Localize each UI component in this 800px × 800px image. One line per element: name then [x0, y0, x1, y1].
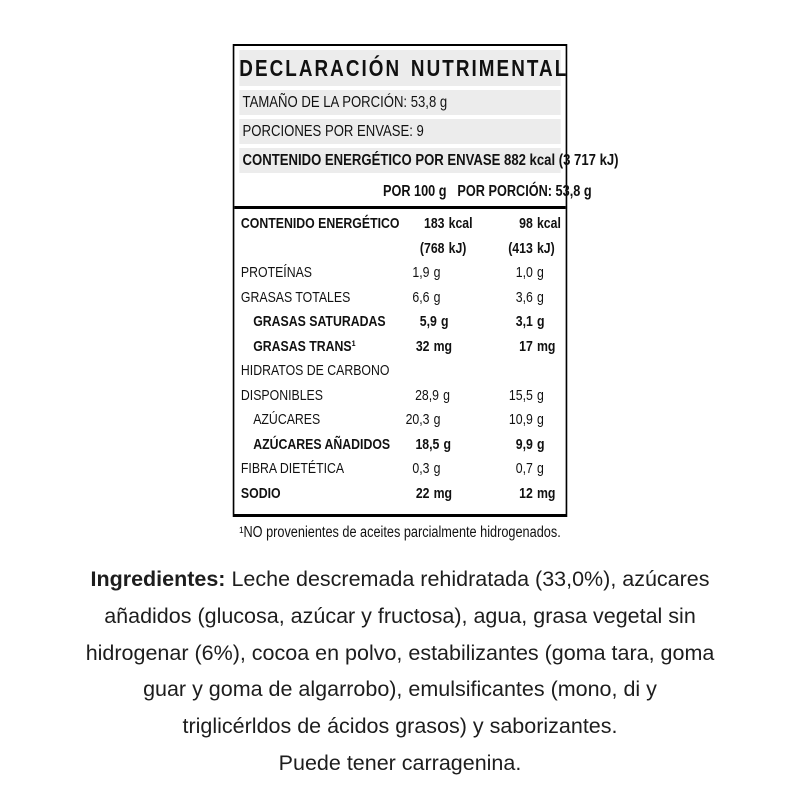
value-per-portion [457, 457, 560, 482]
row-fibra-dietetica [239, 457, 560, 482]
row-hidratos-de-carbono-disponibles [239, 359, 560, 408]
ingredients-line: triglicérldos de ácidos grasos) y saborizantes. [182, 714, 618, 739]
servings-per-package-line: PORCIONES POR ENVASE: 9 [239, 119, 560, 144]
nutrient-name: SODIO [240, 484, 281, 502]
value-unit: g [536, 288, 544, 306]
row-azucares [239, 408, 560, 433]
value-per-portion [472, 212, 560, 261]
nutrient-name [239, 359, 389, 408]
label-title: DECLARACIÓN NUTRIMENTAL [239, 50, 560, 86]
value-number: 15,5 [508, 386, 533, 404]
value-number: 18,5 [415, 435, 440, 453]
col-header-per-100g: POR 100 g [382, 183, 447, 200]
row-sodio [239, 482, 560, 507]
nutrition-table [239, 209, 560, 506]
nutrient-name: CONTENIDO ENERGÉTICO [240, 215, 400, 232]
value-per-100g [372, 482, 457, 507]
value-unit: mg [536, 484, 556, 502]
nutrition-label-area [0, 44, 800, 542]
value-per-portion [457, 286, 560, 311]
value-number: 6,6 [412, 288, 430, 306]
row-grasas-trans [239, 335, 560, 360]
value-number: 22 [415, 484, 430, 502]
value-unit: mg [536, 337, 556, 355]
value-unit: mg [433, 337, 453, 355]
value-number: 10,9 [508, 411, 533, 428]
nutrient-name: GRASAS TRANS¹ [253, 337, 356, 355]
value-number: 5,9 [419, 313, 437, 330]
serving-size-line: TAMAÑO DE LA PORCIÓN: 53,8 g [239, 90, 560, 115]
value-number: 28,9 [415, 386, 440, 404]
value-per-100g [372, 286, 457, 311]
row-contenido-energetico [239, 212, 560, 261]
value-number: 12 [519, 484, 533, 502]
nutrient-name: AZÚCARES AÑADIDOS [253, 435, 391, 453]
row-grasas-totales [239, 286, 560, 311]
value-per-100g [372, 261, 457, 286]
value-unit: g [443, 435, 452, 453]
nutrient-name: FIBRA DIETÉTICA [240, 460, 345, 477]
value-number: 1,9 [412, 264, 430, 281]
value-unit: g [536, 411, 544, 428]
ingredients-line: hidrogenar (6%), cocoa en polvo, estabilizantes (goma tara, goma [85, 640, 715, 665]
value-per-100g [399, 212, 472, 261]
value-per-portion [457, 335, 560, 360]
value-unit: mg [433, 484, 453, 502]
ingredients-line [0, 561, 800, 598]
value-number: (413 [508, 239, 533, 257]
value-number: 0,3 [412, 460, 430, 477]
value-unit: g [433, 460, 441, 477]
value-per-portion [467, 384, 561, 409]
value-unit: kJ) [536, 239, 555, 257]
value-unit: g [536, 386, 544, 404]
nutrient-name: GRASAS TOTALES [240, 288, 351, 306]
ingredients-label: Ingredientes: [90, 567, 226, 591]
value-number: 17 [519, 337, 533, 355]
value-number: 0,7 [515, 460, 533, 477]
nutrient-name: GRASAS SATURADAS [253, 313, 386, 330]
value-number: 3,1 [515, 313, 533, 330]
value-number: 20,3 [405, 411, 430, 428]
value-unit: g [433, 288, 441, 306]
value-per-100g [372, 335, 457, 360]
value-per-100g [389, 384, 466, 409]
value-unit: g [536, 435, 545, 453]
value-per-portion [467, 433, 560, 458]
value-unit: g [536, 460, 544, 477]
value-number: (768 [419, 239, 445, 257]
value-number: 183 [423, 215, 445, 232]
row-azucares-anadidos [239, 433, 560, 458]
value-unit: g [536, 313, 545, 330]
nutrition-label-box [233, 44, 619, 517]
value-unit: kcal [448, 215, 473, 232]
value-number: 3,6 [515, 288, 533, 306]
value-per-100g [386, 310, 465, 335]
ingredients-line: añadidos (glucosa, azúcar y fructosa), agua, grasa vegetal sin [104, 603, 696, 628]
value-number: 9,9 [515, 435, 533, 453]
row-proteinas [239, 261, 560, 286]
value-unit: g [443, 386, 450, 404]
nutrient-name-line1: HIDRATOS DE CARBONO [240, 362, 390, 379]
value-unit: g [536, 264, 544, 281]
value-per-portion [457, 408, 560, 433]
value-unit: g [433, 411, 441, 428]
value-number: 98 [519, 215, 533, 232]
value-unit: kJ) [448, 239, 467, 257]
column-headers [239, 177, 592, 206]
value-unit: g [440, 313, 449, 330]
ingredients-paragraph [0, 561, 800, 782]
ingredients-text: Leche descremada rehidratada (33,0%), azúcares [231, 567, 710, 591]
ingredients-line: guar y goma de algarrobo), emulsificantes (mono, di y [143, 677, 657, 702]
value-per-portion [457, 482, 560, 507]
value-per-100g [372, 408, 457, 433]
value-number: 32 [415, 337, 430, 355]
value-per-100g [372, 457, 457, 482]
nutrient-name: PROTEÍNAS [240, 264, 313, 281]
value-unit: kcal [536, 215, 561, 232]
value-per-portion [465, 310, 561, 335]
value-number: 1,0 [515, 264, 533, 281]
row-grasas-saturadas [239, 310, 560, 335]
value-per-100g [390, 433, 467, 458]
nutrient-name: AZÚCARES [253, 411, 321, 428]
energy-per-package-line: CONTENIDO ENERGÉTICO POR ENVASE 882 kcal (3 717 kJ) [239, 148, 560, 173]
col-header-per-portion: POR PORCIÓN: 53,8 g [457, 183, 592, 200]
value-per-portion [457, 261, 560, 286]
nutrient-name-line2: DISPONIBLES [240, 386, 323, 404]
trans-fat-footnote: ¹NO provenientes de aceites parcialmente hidrogenados. [239, 524, 561, 541]
value-unit: g [433, 264, 441, 281]
ingredients-line: Puede tener carragenina. [278, 750, 522, 775]
